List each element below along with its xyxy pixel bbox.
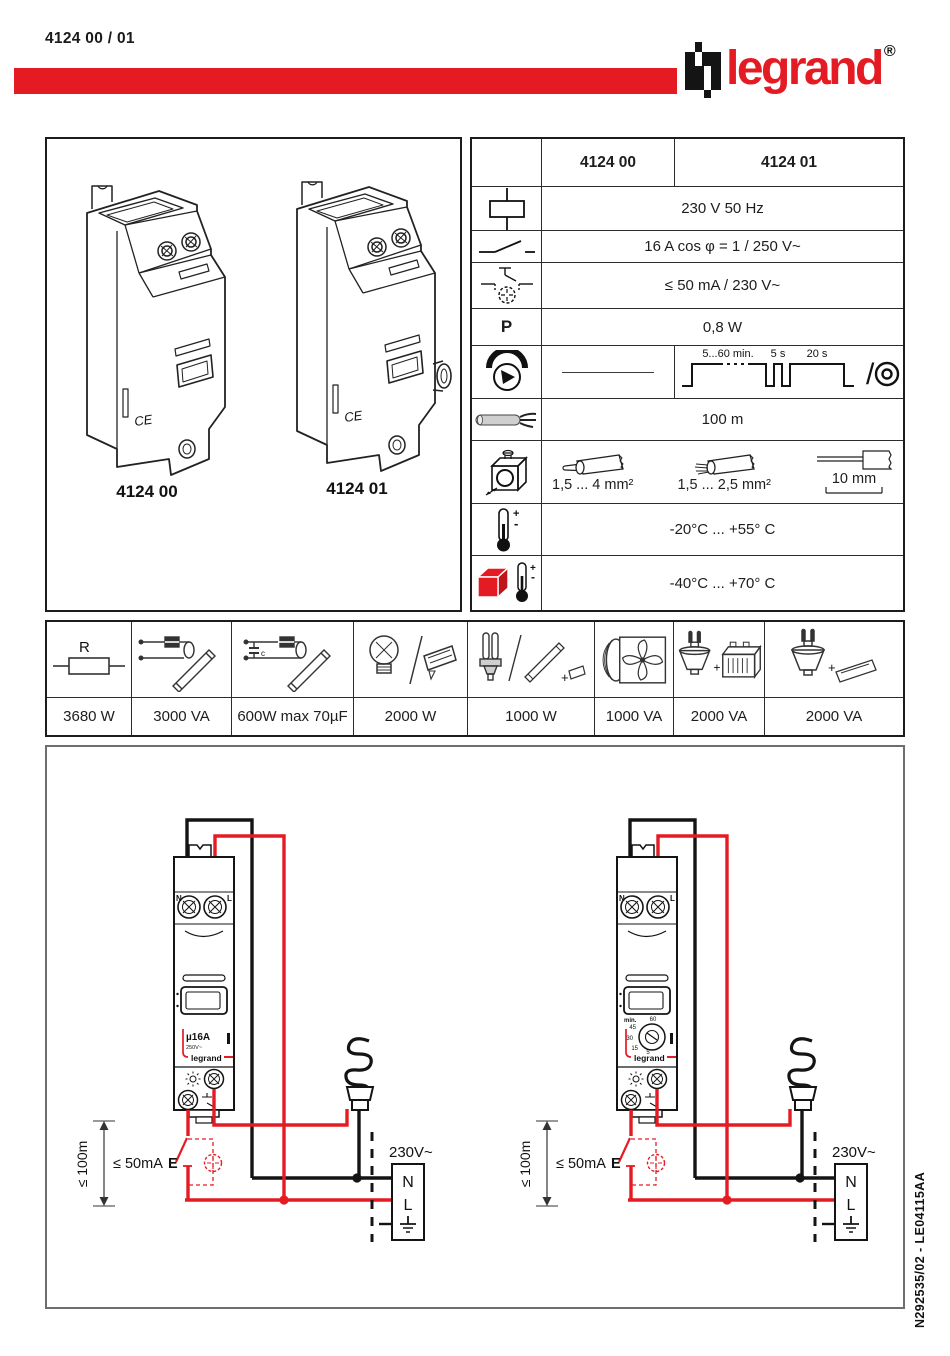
- timing-diagram-4124-01: [675, 345, 903, 398]
- spec-cable-length: 100 m: [542, 398, 903, 440]
- relay-coil-icon: [472, 186, 542, 230]
- wiring-diagram: [47, 747, 903, 1307]
- storage-thermometer-icon: [472, 555, 542, 610]
- svg-text:45: 45: [629, 1025, 636, 1031]
- push-symbol-icon: [876, 363, 898, 385]
- capacitor-label: c: [260, 648, 265, 658]
- product-drawings: [47, 139, 460, 610]
- timing-fixed-4124-00: [542, 345, 675, 398]
- device-voltage: 250V~: [186, 1045, 203, 1051]
- svg-text:min.: min.: [624, 1018, 637, 1024]
- svg-text:-: -: [530, 570, 535, 584]
- stranded-wire-size: 1,5 ... 2,5 mm²: [677, 477, 771, 493]
- solid-wire-spec: [552, 451, 633, 493]
- spec-header-corner: [472, 139, 542, 186]
- wiring-diagram-4124-00: [74, 820, 433, 1242]
- spec-column-4124-00: 4124 00: [542, 139, 675, 186]
- load-value-halogen-electronic: 2000 VA: [805, 708, 863, 725]
- timing-label-on: 5...60 min.: [702, 347, 754, 360]
- cfl-electronic-ballast-icon: [468, 622, 595, 698]
- svg-text:30: 30: [626, 1036, 633, 1042]
- load-value-resistive: 3680 W: [47, 698, 132, 735]
- spec-pushbutton-current: ≤ 50 mA / 230 V~: [542, 262, 903, 308]
- load-table: [45, 620, 905, 737]
- halogen-transformer-icon: [674, 622, 765, 698]
- svg-text:+: +: [561, 669, 569, 685]
- device-rating: µ16A: [186, 1032, 211, 1043]
- power-icon: P: [472, 308, 542, 345]
- wiring-diagram-4124-01: [517, 820, 876, 1242]
- product-4124-01-drawing: [297, 182, 451, 471]
- spec-voltage: 230 V 50 Hz: [542, 186, 903, 230]
- spec-operating-temp: -20°C ... +55° C: [542, 503, 903, 555]
- spec-wire-capacity: [542, 440, 903, 503]
- spec-power: 0,8 W: [542, 308, 903, 345]
- svg-text:+: +: [828, 659, 836, 675]
- svg-text:R: R: [79, 638, 90, 656]
- thermometer-icon: [472, 503, 542, 555]
- svg-text:+: +: [713, 659, 721, 674]
- load-value-fluorescent: 3000 VA: [132, 698, 232, 735]
- or-slash: /: [866, 357, 875, 391]
- product-label-left: 4124 00: [116, 482, 178, 501]
- product-drawings-panel: [45, 137, 462, 612]
- brand-wordmark: legrand: [726, 42, 882, 95]
- ce-mark: CE: [133, 411, 154, 429]
- spec-contact-rating: 16 A cos φ = 1 / 250 V~: [542, 230, 903, 262]
- load-value-compensated: 600W max 70µF: [232, 698, 354, 735]
- load-value-halogen-transformer: 2000 VA: [674, 698, 765, 735]
- registered-mark: ®: [883, 43, 896, 60]
- svg-text:+: +: [512, 507, 519, 520]
- ce-mark: CE: [343, 407, 364, 425]
- page-title: 4124 00 / 01: [45, 30, 135, 47]
- brand-logo: [684, 42, 896, 99]
- wiring-diagram-panel: [45, 745, 905, 1309]
- svg-text:+: +: [529, 563, 536, 574]
- solid-wire-size: 1,5 ... 4 mm²: [552, 477, 634, 493]
- brand-bar: [14, 68, 677, 94]
- strip-length-value: 10 mm: [831, 471, 877, 487]
- product-4124-00-drawing: [87, 186, 225, 475]
- product-label-right: 4124 01: [326, 479, 388, 498]
- switch-contact-icon: [472, 230, 542, 262]
- strip-length-spec: [815, 449, 893, 495]
- timing-label-5s: 5 s: [770, 347, 786, 360]
- push-button-icon: [472, 262, 542, 308]
- load-value-fan: 1000 VA: [595, 698, 674, 735]
- timing-label-20s: 20 s: [806, 347, 828, 360]
- svg-text:5: 5: [646, 1050, 650, 1056]
- terminal-icon: [472, 440, 542, 503]
- fluorescent-ballast-icon: [132, 622, 232, 698]
- legrand-mark-icon: [684, 42, 722, 99]
- svg-text:15: 15: [631, 1046, 638, 1052]
- resistive-load-icon: [47, 622, 132, 698]
- spec-column-4124-01: 4124 01: [760, 153, 818, 171]
- timer-dial-icon: [472, 345, 542, 398]
- svg-text:-: -: [513, 515, 518, 531]
- stranded-wire-spec: [677, 451, 770, 493]
- fan-motor-icon: [595, 622, 674, 698]
- cable-icon: [472, 398, 542, 440]
- fluorescent-compensated-icon: [232, 622, 354, 698]
- load-value-cfl: 1000 W: [468, 698, 595, 735]
- halogen-electronic-transformer-icon: [765, 622, 903, 698]
- spec-storage-temp: -40°C ... +70° C: [542, 555, 903, 610]
- svg-text:60: 60: [649, 1017, 657, 1023]
- incandescent-halogen-icon: [354, 622, 468, 698]
- spec-table: [470, 137, 905, 612]
- document-number: N292535/02 - LE04115AA: [913, 1171, 927, 1328]
- load-value-incandescent: 2000 W: [354, 698, 468, 735]
